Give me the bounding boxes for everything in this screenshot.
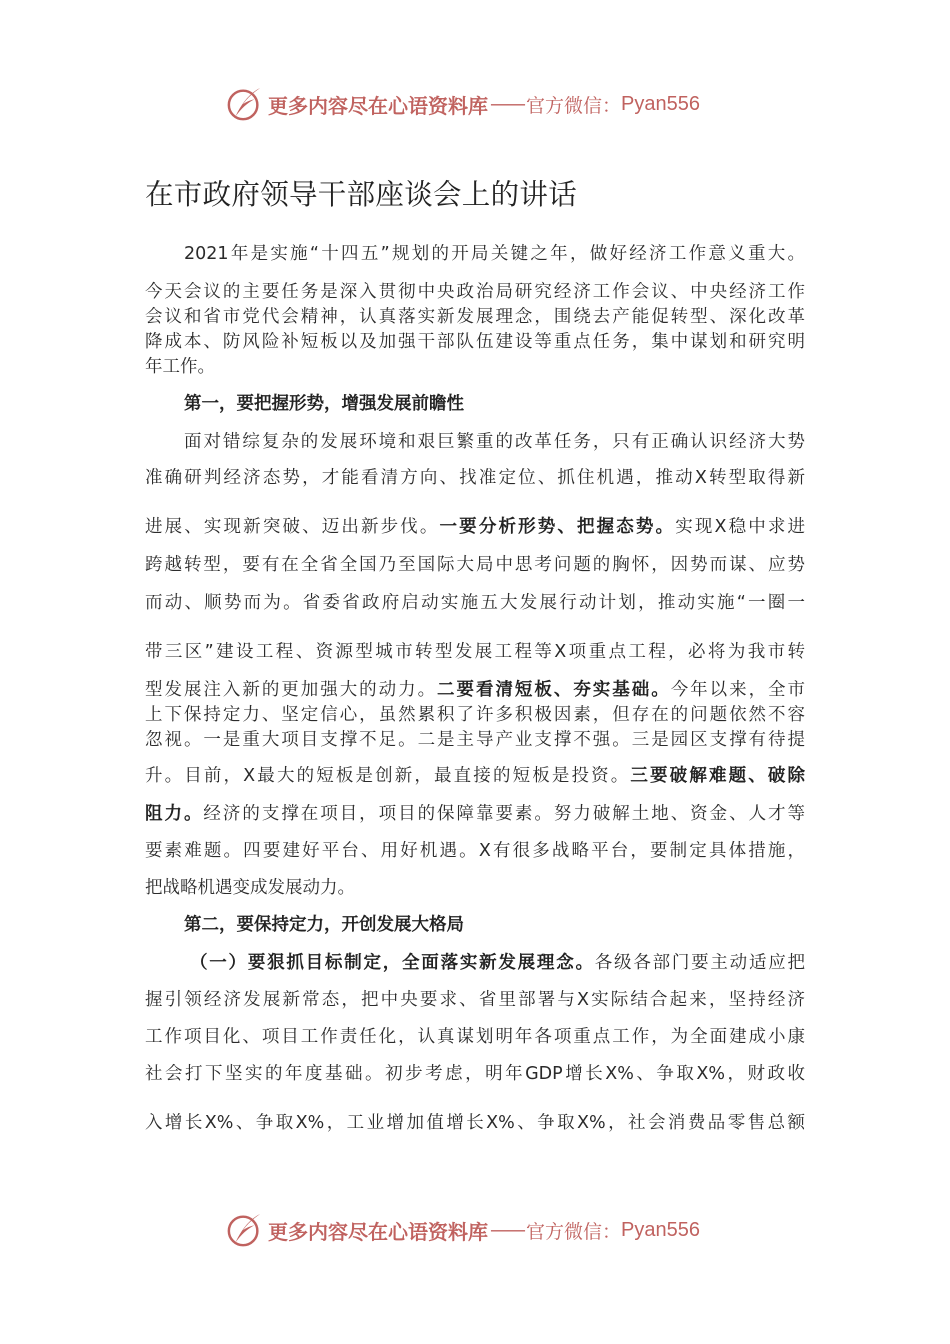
intro-line-5: 年工作。 [145, 357, 215, 377]
quill-logo-icon [226, 85, 264, 123]
s1-line-10-text: 升。目前，X最大的短板是创新，最直接的短板是投资。 [145, 766, 631, 786]
s2-line-3: 工作项目化、项目工作责任化，认真谋划明年各项重点工作，为全面建成小康 [145, 1027, 805, 1047]
s1-line-7-text: 型发展注入新的更加强大的动力。 [145, 680, 438, 700]
s1-line-7 [145, 682, 805, 700]
intro-line-1: 2021年是实施“十四五”规划的开局关键之年，做好经济工作意义重大。 [184, 244, 805, 264]
banner-dash: —— [490, 1219, 524, 1241]
page-title: 在市政府领导干部座谈会上的讲话 [145, 178, 578, 211]
wechat-account: Pyan556 [621, 92, 700, 115]
s2-line-2: 握引领经济发展新常态，把中央要求、省里部署与X实际结合起来，坚持经济 [145, 990, 805, 1010]
s1-line-3 [145, 519, 805, 537]
banner-dash: —— [490, 93, 524, 115]
s1-line-8: 上下保持定力、坚定信心，虽然累积了许多积极因素，但存在的问题依然不容 [145, 705, 805, 725]
s2-line-5: 入增长X%、争取X%，工业增加值增长X%、争取X%，社会消费品零售总额 [145, 1113, 805, 1133]
section1-heading: 第一，要把握形势，增强发展前瞻性 [184, 394, 464, 414]
wechat-label: 官方微信： [526, 94, 622, 117]
quill-logo-icon [226, 1211, 264, 1249]
intro-line-4: 降成本、防风险补短板以及加强干部队伍建设等重点任务，集中谋划和研究明 [145, 332, 805, 352]
s1-line-4: 跨越转型，要有在全省全国乃至国际大局中思考问题的胸怀，因势而谋、应势 [145, 555, 805, 575]
s1-point-3-end: 阻力。 [145, 804, 204, 824]
s2-line-4: 社会打下坚实的年度基础。初步考虑，明年GDP增长X%、争取X%，财政收 [145, 1064, 805, 1084]
s2-line-1-text: 各级各部门要主动适应把 [594, 953, 806, 973]
intro-line-2: 今天会议的主要任务是深入贯彻中央政治局研究经济工作会议、中央经济工作 [145, 282, 805, 302]
s1-line-1: 面对错综复杂的发展环境和艰巨繁重的改革任务，只有正确认识经济大势 [184, 432, 805, 452]
s2-line-1 [190, 955, 805, 973]
s1-line-10 [145, 768, 805, 786]
s1-line-3-text: 进展、实现新突破、迈出新步伐。 [145, 517, 440, 537]
s1-point-2: 二要看清短板、夯实基础。 [437, 680, 671, 700]
s1-line-7-tail: 今年以来，全市 [670, 680, 806, 700]
s1-point-1: 一要分析形势、把握态势。 [439, 517, 676, 537]
intro-line-3: 会议和省市党代会精神，认真落实新发展理念，围绕去产能促转型、深化改革 [145, 307, 805, 327]
s1-point-3: 三要破解难题、破除 [630, 766, 805, 786]
s2-point-1: （一）要狠抓目标制定，全面落实新发展理念。 [190, 953, 595, 973]
s1-line-12: 要素难题。四要建好平台、用好机遇。X有很多战略平台，要制定具体措施， [145, 841, 805, 861]
header-banner [226, 84, 700, 124]
s1-line-6: 带三区”建设工程、资源型城市转型发展工程等X项重点工程，必将为我市转 [145, 642, 805, 662]
s1-line-11 [145, 806, 805, 824]
wechat-label: 官方微信： [526, 1220, 622, 1243]
s1-line-5: 而动、顺势而为。省委省政府启动实施五大发展行动计划，推动实施“一圈一 [145, 593, 805, 613]
s1-line-9: 忽视。一是重大项目支撑不足。二是主导产业支撑不强。三是园区支撑有待提 [145, 730, 805, 750]
s1-line-13: 把战略机遇变成发展动力。 [145, 878, 355, 898]
wechat-account: Pyan556 [621, 1218, 700, 1241]
s1-line-2: 准确研判经济态势，才能看清方向、找准定位、抓住机遇，推动X转型取得新 [145, 468, 805, 488]
site-name: 更多内容尽在心语资料库 [268, 93, 488, 118]
site-name: 更多内容尽在心语资料库 [268, 1219, 488, 1244]
s1-line-11-text: 经济的支撑在项目，项目的保障靠要素。努力破解土地、资金、人才等 [203, 804, 806, 824]
section2-heading: 第二，要保持定力，开创发展大格局 [184, 915, 464, 935]
footer-banner [226, 1210, 700, 1250]
s1-line-3-tail: 实现X稳中求进 [675, 517, 805, 537]
